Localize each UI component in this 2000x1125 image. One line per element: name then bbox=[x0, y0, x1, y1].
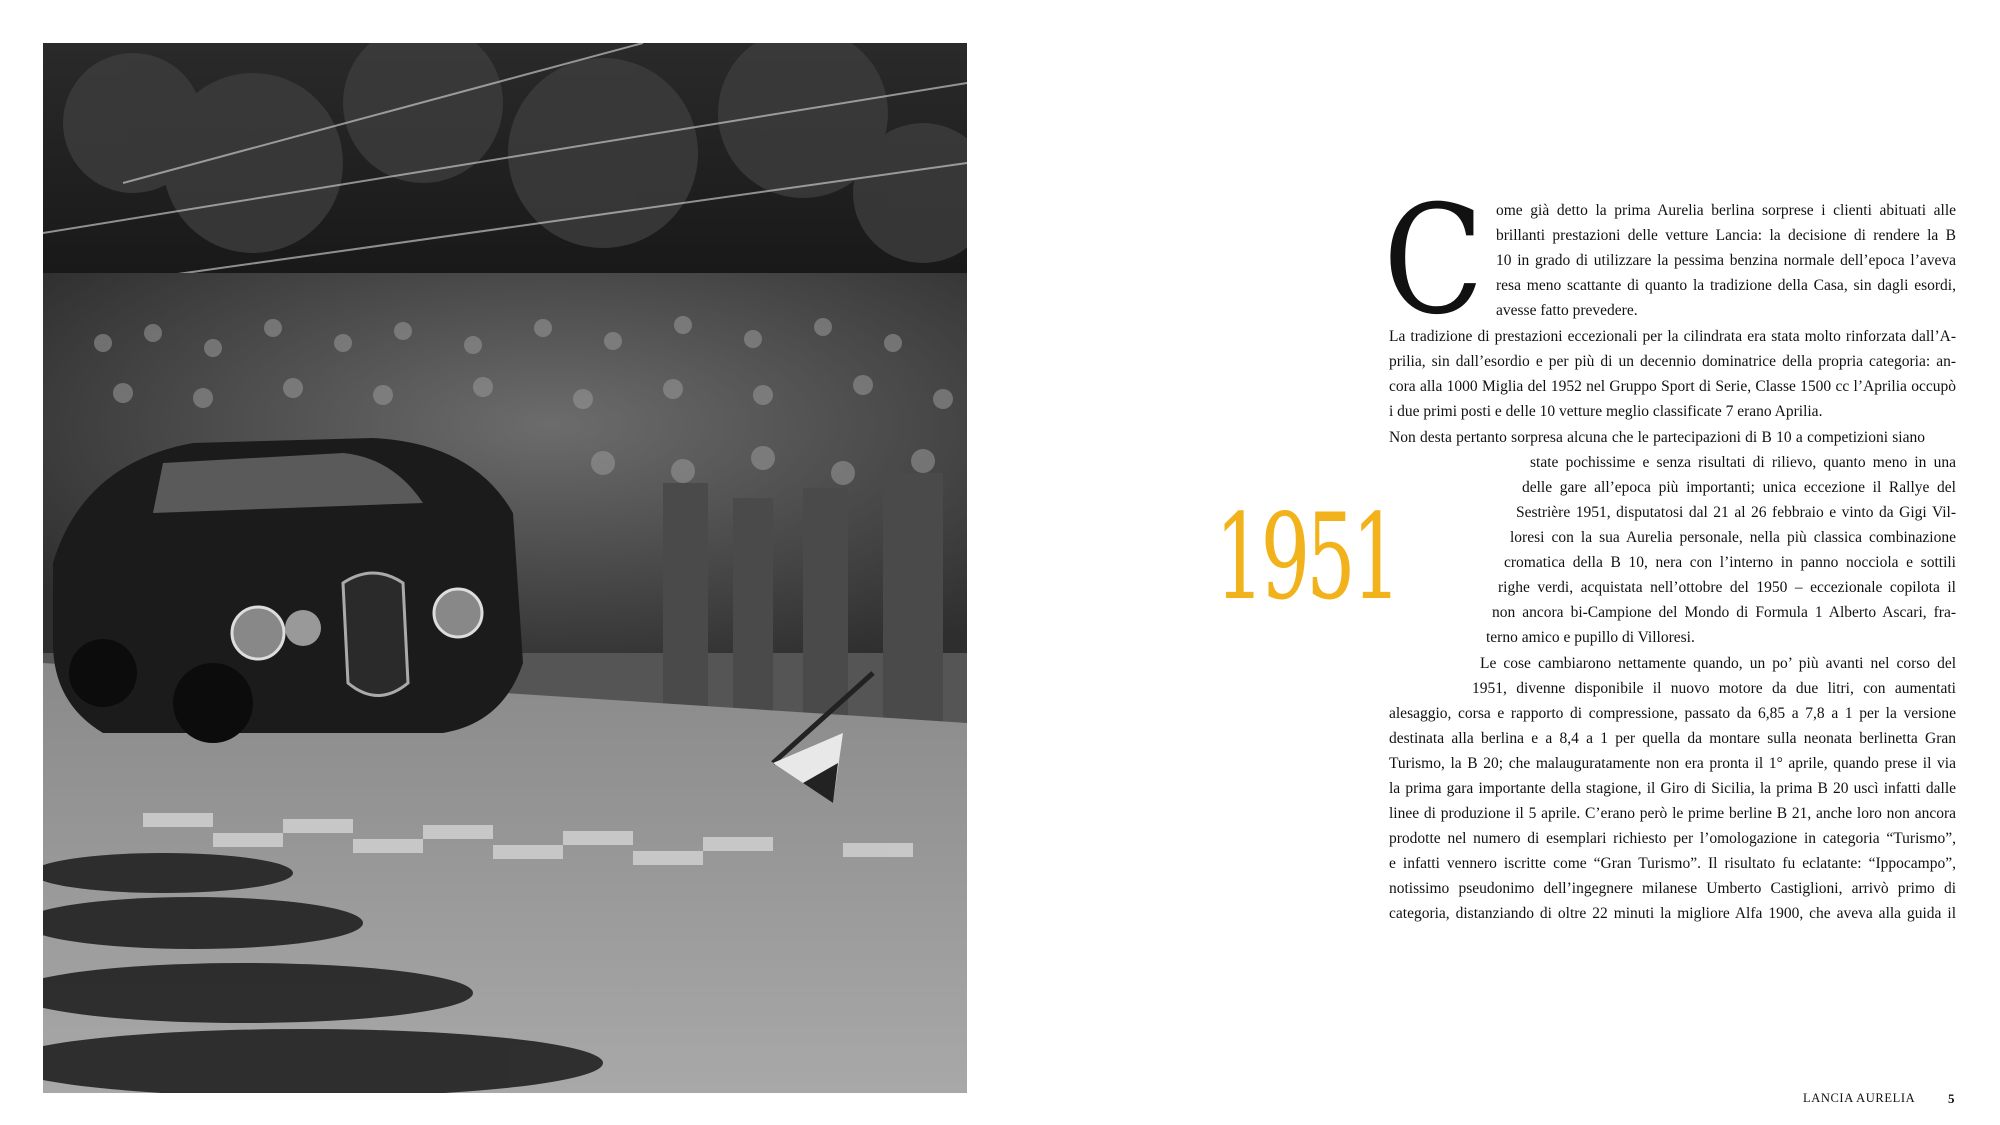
body-text-line: prilia, sin dall’esordio e per più di un decennio dominatrice della propria categoria: an- bbox=[1389, 353, 1956, 370]
body-text-line: avesse fatto prevedere. bbox=[1496, 302, 1638, 319]
body-text-line: terno amico e pupillo di Villoresi. bbox=[1486, 629, 1695, 646]
body-text-line: alesaggio, corsa e rapporto di compressione, passato da 6,85 a 7,8 a 1 per la versione bbox=[1389, 705, 1956, 722]
body-text-line: state pochissime e senza risultati di rilievo, quanto meno in una bbox=[1530, 454, 1956, 471]
year-title: 1951 bbox=[1215, 488, 1398, 626]
body-text-line: delle gare all’epoca più importanti; unica eccezione il Rallye del bbox=[1522, 479, 1956, 496]
body-text-line: destinata alla berlina e a 8,4 a 1 per quella da montare sulla neonata berlinetta Gran bbox=[1389, 730, 1956, 747]
body-text-line: Non desta pertanto sorpresa alcuna che le partecipazioni di B 10 a competizioni siano bbox=[1389, 429, 1925, 446]
body-text-line: notissimo pseudonimo dell’ingegnere milanese Umberto Castiglioni, arrivò primo di bbox=[1389, 880, 1956, 897]
body-text-line: righe verdi, acquistata nell’ottobre del 1950 – eccezionale copilota il bbox=[1498, 579, 1956, 596]
body-text-line: e infatti vennero iscritte come “Gran Turismo”. Il risultato fu eclatante: “Ippocampo”, bbox=[1389, 855, 1956, 872]
body-text-line: non ancora bi-Campione del Mondo di Formula 1 Alberto Ascari, fra- bbox=[1492, 604, 1956, 621]
body-text-line: Le cose cambiarono nettamente quando, un po’ più avanti nel corso del bbox=[1480, 655, 1956, 672]
photograph-icon bbox=[43, 43, 967, 1093]
body-text-line: La tradizione di prestazioni eccezionali per la cilindrata era stata molto rinforzata dall’A- bbox=[1389, 328, 1956, 345]
body-text-line: ome già detto la prima Aurelia berlina sorprese i clienti abituati alle bbox=[1496, 202, 1956, 219]
body-text-line: Sestrière 1951, disputatosi dal 21 al 26 febbraio e vinto da Gigi Vil- bbox=[1516, 504, 1956, 521]
race-photograph bbox=[43, 43, 967, 1093]
body-text-line: linee di produzione il 5 aprile. C’erano però le prime berline B 21, anche loro non ancora bbox=[1389, 805, 1956, 822]
body-text-line: prodotte nel numero di esemplari richiesto per l’omologazione in categoria “Turismo”, bbox=[1389, 830, 1956, 847]
body-text-line: categoria, distanziando di oltre 22 minuti la migliore Alfa 1900, che aveva alla guida il bbox=[1389, 905, 1956, 922]
page-number: 5 bbox=[1948, 1091, 1955, 1106]
body-text-line: Turismo, la B 20; che malauguratamente non era pronta il 1° aprile, quando prese il via bbox=[1389, 755, 1956, 772]
body-text-line: loresi con la sua Aurelia personale, nella più classica combinazione bbox=[1510, 529, 1956, 546]
body-text-line: cora alla 1000 Miglia del 1952 nel Gruppo Sport di Serie, Classe 1500 cc l’Aprilia occupò bbox=[1389, 378, 1956, 395]
body-text-line: 10 in grado di utilizzare la pessima benzina normale dell’epoca l’aveva bbox=[1496, 252, 1956, 269]
running-head: LANCIA AURELIA bbox=[1803, 1091, 1916, 1105]
body-text-line: resa meno scattante di quanto la tradizione della Casa, sin dagli esordi, bbox=[1496, 277, 1956, 294]
drop-cap: C bbox=[1383, 174, 1485, 348]
body-text-line: la prima gara importante della stagione, il Giro di Sicilia, la prima B 20 uscì infatti dalle bbox=[1389, 780, 1956, 797]
body-text-line: brillanti prestazioni delle vetture Lancia: la decisione di rendere la B bbox=[1496, 227, 1956, 244]
body-text-line: 1951, divenne disponibile il nuovo motore da due litri, con aumentati bbox=[1472, 680, 1956, 697]
body-text-line: i due primi posti e delle 10 vetture meglio classificate 7 erano Aprilia. bbox=[1389, 403, 1823, 420]
body-text-line: cromatica della B 10, nera con l’interno in panno nocciola e sottili bbox=[1504, 554, 1956, 571]
